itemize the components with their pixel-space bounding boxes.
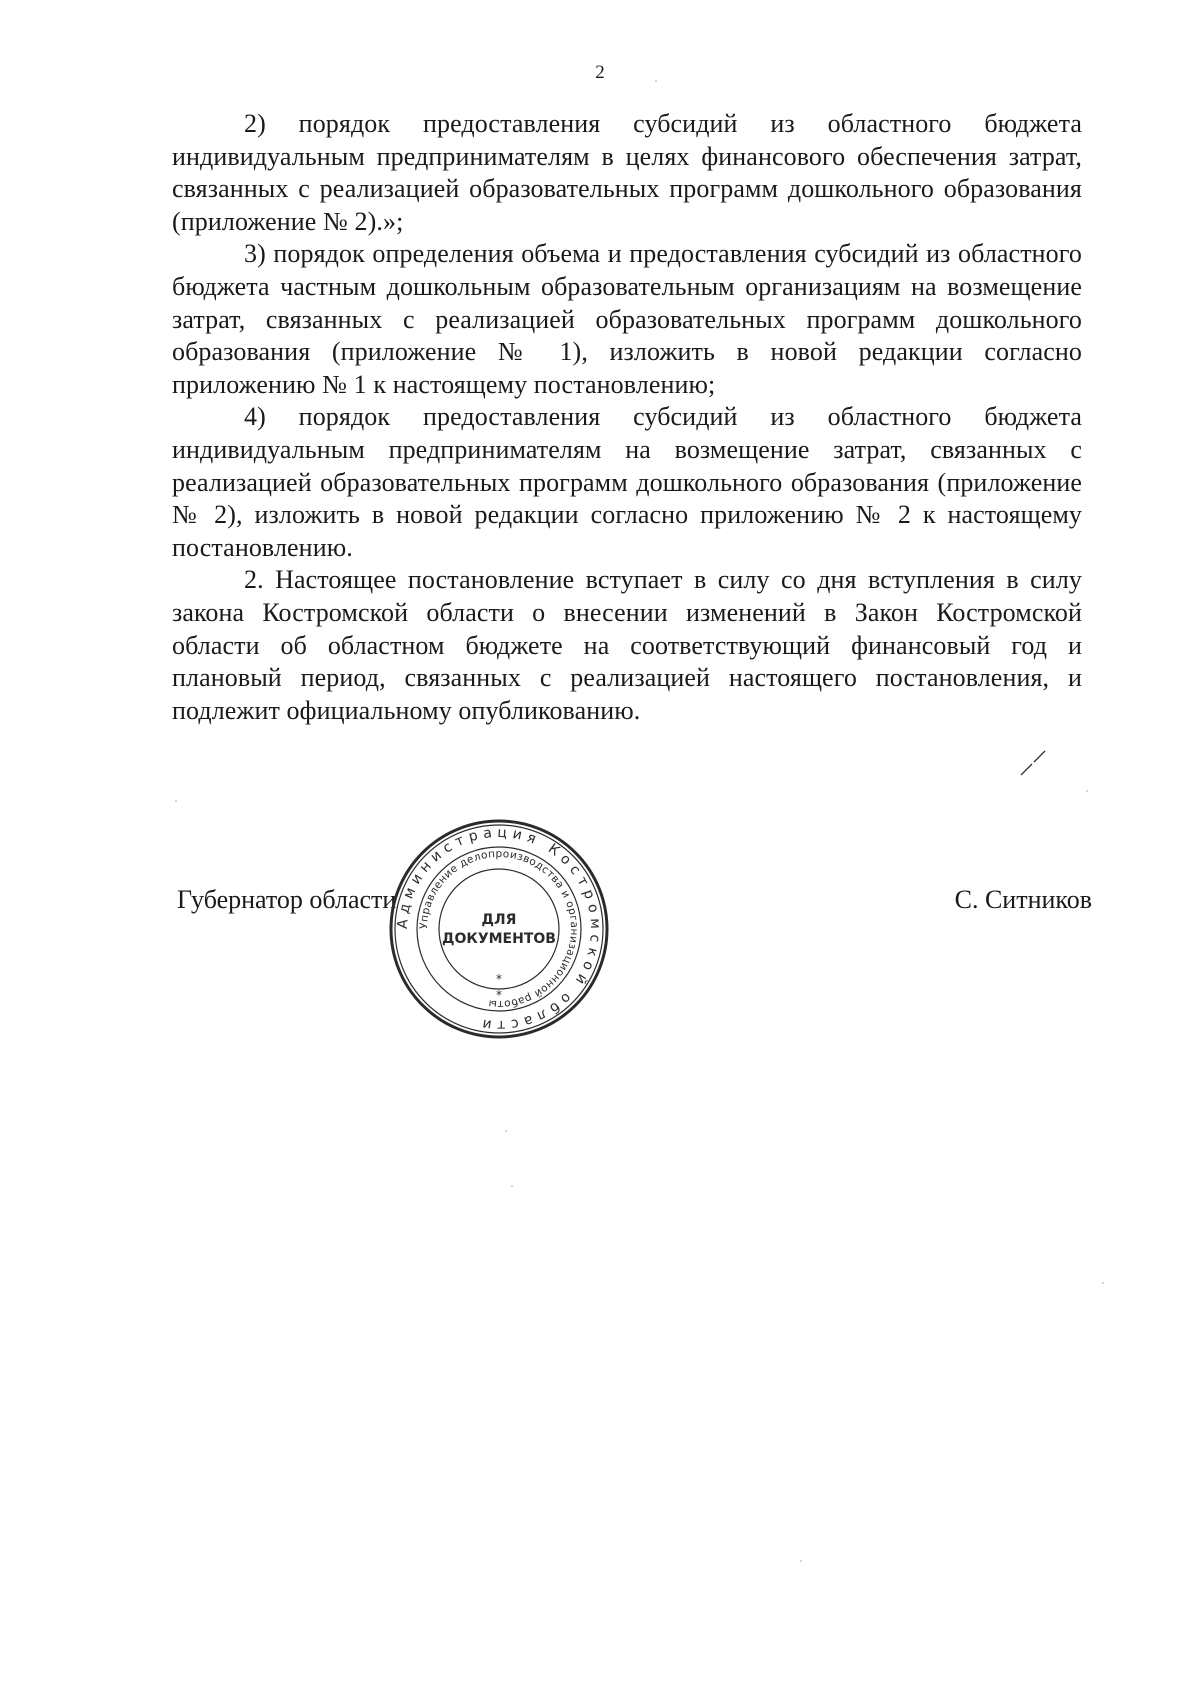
pen-mark-icon — [1018, 748, 1048, 778]
paragraph-clause-2: 2. Настоящее постановление вступает в силу со дня вступления в силу закона Костромской области о внесении изменений в Закон Костромской области об областном бюджете на соответствующий финансовый год и плановый период, связанных с реализацией настоящего постановления, и подлежит официальному опубликованию. — [172, 565, 1082, 725]
star-icon: * — [496, 972, 502, 986]
scan-speck — [511, 1185, 513, 1187]
signatory-name: С. Ситников — [954, 885, 1092, 914]
scan-speck — [505, 1130, 507, 1132]
paragraph-item-4: 4) порядок предоставления субсидий из областного бюджета индивидуальным предпринимателям на возмещение затрат, связанных с реализацией образовательных программ дошкольного образования (приложение № 2), изложить в новой редакции согласно приложению № 2 к настоящему постановлению. — [172, 402, 1082, 562]
scan-speck — [800, 1560, 802, 1562]
stamp-center-line-2: ДОКУМЕНТОВ — [442, 931, 556, 947]
stamp-outer-text: Администрация Костромской области — [394, 824, 604, 1034]
page-number: 2 — [595, 62, 605, 83]
paragraph-item-3: 3) порядок определения объема и предоставления субсидий из областного бюджета частным дошкольным образовательным организациям на возмещение затрат, связанных с реализацией образовательных программ дошкольного образования (приложение № 1), изложить в новой редакции согласно приложению № 1 к настоящему постановлению; — [172, 239, 1082, 399]
scan-speck — [175, 800, 177, 802]
document-body — [172, 108, 1082, 727]
scan-speck — [655, 80, 657, 82]
scan-speck — [1086, 790, 1088, 792]
official-stamp — [386, 816, 612, 1042]
scan-speck — [1102, 1282, 1104, 1284]
stamp-inner-text: Управление делопроизводства и организационной работы — [417, 847, 581, 1011]
paragraph-item-2: 2) порядок предоставления субсидий из областного бюджета индивидуальным предпринимателям в целях финансового обеспечения затрат, связанных с реализацией образовательных программ дошкольного образования (приложение № 2).»; — [172, 109, 1082, 236]
star-icon: * — [496, 988, 502, 1002]
stamp-center-line-1: ДЛЯ — [481, 912, 517, 928]
signatory-title: Губернатор области — [177, 885, 397, 914]
